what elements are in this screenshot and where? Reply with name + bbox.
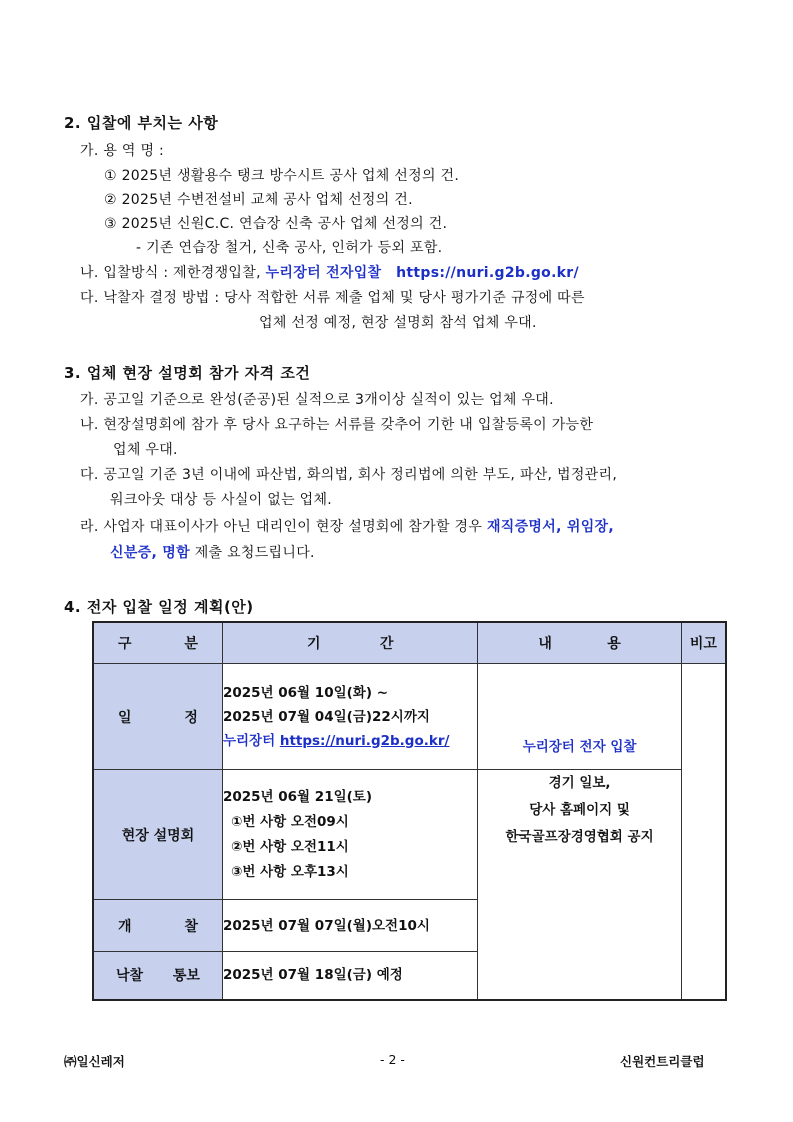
content-bottom: 경기 일보, 당사 홈페이지 및 한국골프장경영협회 공지 <box>478 770 681 1000</box>
service-item-3: ③ 2025년 신원C.C. 연습장 신축 공사 업체 선정의 건. <box>104 216 448 232</box>
label-opening: 개 찰 <box>93 900 222 952</box>
label-schedule: 일 정 <box>93 664 222 770</box>
section3-item-ga: 가. 공고일 기준으로 완성(준공)된 실적으로 3개이상 실적이 있는 업체 우대. <box>80 392 554 408</box>
section2-item-da-line1: 다. 낙찰자 결정 방법 : 당사 적합한 서류 제출 업체 및 당사 평가기준 규정에 따른 <box>80 290 585 306</box>
section3-item-na-line2: 업체 우대. <box>113 442 178 458</box>
table-row-schedule <box>93 664 726 770</box>
ra-required-docs: 재직증명서, 위임장, <box>486 519 614 535</box>
section3-title: 3. 업체 현장 설명회 참가 자격 조건 <box>64 364 311 382</box>
schedule-table <box>92 621 727 1001</box>
period-opening: 2025년 07월 07일(월)오전10시 <box>222 900 477 952</box>
ra-text: 라. 사업자 대표이사가 아닌 대리인이 현장 설명회에 참가할 경우 <box>80 519 483 535</box>
section3-item-ra-line2 <box>110 542 315 562</box>
table-header-row <box>93 622 726 664</box>
section2-title: 2. 입찰에 부치는 사항 <box>64 114 219 132</box>
period-schedule: 2025년 06월 10일(화) ~ 2025년 07월 04일(금)22시까지 누리장터 https://nuri.g2b.go.kr/ <box>222 664 477 770</box>
section3-item-na-line1: 나. 현장설명회에 참가 후 당사 요구하는 서류를 갖추어 기한 내 입찰등록이 가능한 <box>80 417 594 433</box>
service-item-1: ① 2025년 생활용수 탱크 방수시트 공사 업체 선정의 건. <box>104 168 460 184</box>
header-note: 비고 <box>681 622 726 664</box>
period-award: 2025년 07월 18일(금) 예정 <box>222 952 477 1000</box>
note-cell <box>681 664 726 1000</box>
ra-required-docs-2: 신분증, 명함 <box>110 545 190 561</box>
footer-company: ㈜일신레저 <box>64 1054 125 1069</box>
section3-item-da-line2: 워크아웃 대상 등 사실이 없는 업체. <box>110 492 333 508</box>
ra-text-2: 제출 요청드립니다. <box>194 545 315 561</box>
section3-item-da-line1: 다. 공고일 기준 3년 이내에 파산법, 화의법, 회사 정리법에 의한 부도, 파산, 법정관리, <box>80 467 618 483</box>
label-briefing: 현장 설명회 <box>93 770 222 900</box>
section4-title: 4. 전자 입찰 일정 계획(안) <box>64 598 254 616</box>
footer-club: 신원컨트리클럽 <box>620 1054 705 1069</box>
section3-item-ra-line1 <box>80 516 614 536</box>
label-award: 낙찰 통보 <box>93 952 222 1000</box>
nuri-market-link[interactable]: https://nuri.g2b.go.kr/ <box>396 265 579 281</box>
nuri-market-label: 누리장터 전자입찰 <box>265 265 382 281</box>
section2-item-ga: 가. 용 역 명 : <box>80 143 165 159</box>
table-row-briefing <box>93 770 726 900</box>
header-period: 기 간 <box>222 622 477 664</box>
period-briefing: 2025년 06월 21일(토) ①번 사항 오전09시 ②번 사항 오전11시 ③번 사항 오후13시 <box>222 770 477 900</box>
service-item-2: ② 2025년 수변전설비 교체 공사 업체 선정의 건. <box>104 192 413 208</box>
schedule-nuri-link[interactable]: https://nuri.g2b.go.kr/ <box>279 732 450 749</box>
bid-method-text: 나. 입찰방식 : 제한경쟁입찰, <box>80 265 261 281</box>
header-gubun: 구 분 <box>93 622 222 664</box>
service-item-3-sub: - 기존 연습장 철거, 신축 공사, 인허가 등외 포함. <box>136 240 443 256</box>
content-top: 누리장터 전자 입찰 <box>478 664 681 770</box>
page-number: - 2 - <box>380 1052 405 1067</box>
header-content: 내 용 <box>478 622 681 664</box>
section2-item-da-line2: 업체 선정 예정, 현장 설명회 참석 업체 우대. <box>259 315 537 331</box>
section2-item-na <box>80 262 579 282</box>
